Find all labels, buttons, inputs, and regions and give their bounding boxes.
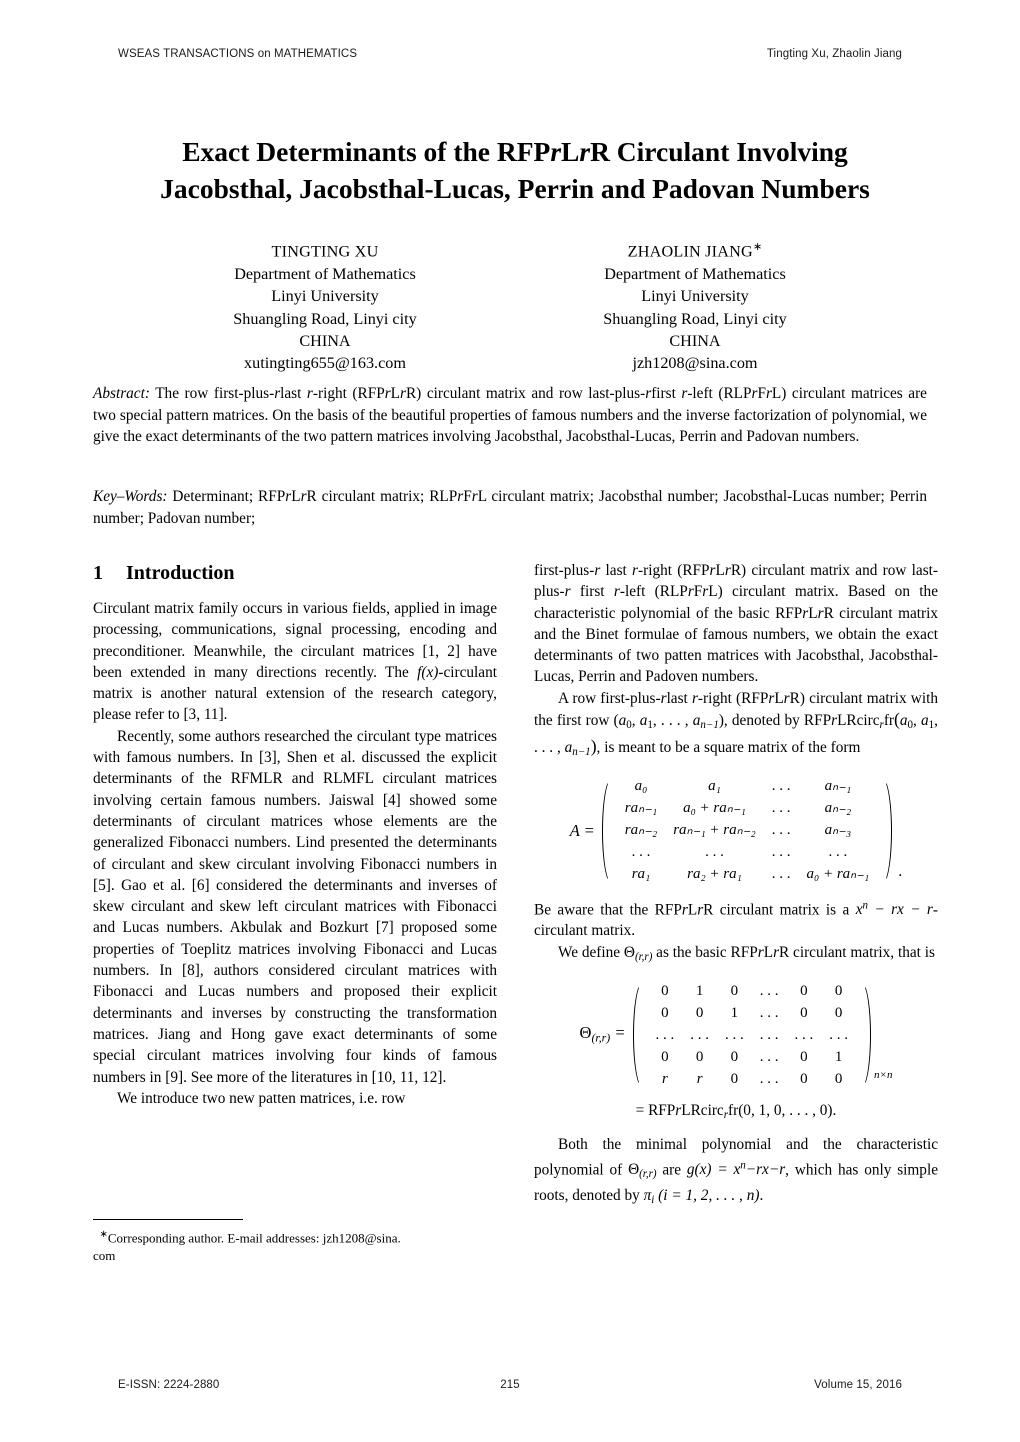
matrix-cell: 0 — [800, 1004, 808, 1021]
volume-label: Volume 15, 2016 — [814, 1379, 902, 1391]
matrix-row — [617, 842, 878, 864]
matrix-cell: . . . — [759, 982, 779, 999]
matrix-cell: 0 — [730, 1070, 739, 1087]
matrix-cell: ra₂ + ra₁ — [687, 866, 742, 883]
matrix-cell: . . . — [771, 778, 791, 795]
paragraph: We define $\Theta_{(r,r)}$ as the basic RFPrLrR circulant matrix, that is — [558, 943, 935, 963]
matrix-A-table — [617, 776, 878, 886]
footnote-rule — [93, 1219, 243, 1220]
matrix-cell: 0 — [730, 1048, 739, 1065]
matrix-row — [648, 1002, 857, 1024]
matrix-cell: 0 — [834, 1004, 843, 1021]
matrix-cell: . . . — [771, 866, 791, 883]
equation-matrix-A — [534, 776, 938, 886]
equation-trailing-period: . — [898, 862, 903, 880]
matrix-cell: . . . — [759, 1026, 779, 1043]
matrix-cell: raₙ₋₂ — [624, 822, 658, 839]
running-foot — [118, 1379, 902, 1391]
author-email: jzh1208@sina.com — [632, 354, 758, 373]
keywords: Key–Words: Determinant; RFPrLrR circulant matrix; RLPrFrL circulant matrix; Jacobsthal number; Jacobsthal-Lucas number; Perrin number; Padovan number; — [93, 488, 928, 527]
matrix-cell: r — [661, 1070, 668, 1087]
matrix-cell: 0 — [730, 982, 739, 999]
section-number: 1 — [93, 562, 103, 584]
section-heading-introduction — [93, 560, 497, 586]
matrix-cell: 0 — [661, 1004, 669, 1021]
matrix-cell: . . . — [771, 800, 791, 817]
matrix-cell: . . . — [655, 1026, 675, 1043]
matrix-cell: aₙ₋₁ — [824, 778, 852, 795]
paragraph: Be aware that the RFPrLrR circulant matrix is a $x^n$ − rx − r-circulant matrix. — [534, 899, 938, 940]
matrix-cell: . . . — [759, 1048, 779, 1065]
matrix-size-subscript: n×n — [874, 1068, 893, 1081]
page-number: 215 — [500, 1379, 520, 1391]
matrix-cell: . . . — [759, 1004, 779, 1021]
matrix-row — [617, 798, 878, 820]
matrix-row — [617, 820, 878, 842]
inline-math-rfp-notation: $RFPrLRcirc_rfr(a_0$, $a_1$, . . . , $a_{n-1}$), — [534, 709, 938, 759]
matrix-cell: . . . — [794, 1026, 814, 1043]
matrix-cell: 0 — [661, 1048, 669, 1065]
inline-math-theta: $\Theta_{(r,r)}$ — [628, 1161, 657, 1181]
author-address: Shuangling Road, Linyi city — [233, 309, 417, 328]
footnote-text: ∗Corresponding author. E-mail addresses: jzh1208@sina. com — [93, 1229, 401, 1264]
paragraph: Both the minimal polynomial and the characteristic polynomial of $\Theta_{(r,r)}$ are $g(x) = x^n-rx-r$, which has only simple roots, denoted by $\pi_i$ (i = 1, 2, . . . , n). — [534, 1136, 938, 1207]
title-italic-r-1: r — [550, 136, 562, 167]
running-head — [118, 48, 902, 60]
matrix-cell: 1 — [834, 1048, 843, 1065]
paragraph: first-plus-r last r-right (RFPrLrR) circulant matrix and row last-plus-r first r-left (RLPrFrL) circulant matrix. Based on the characteristic polynomial of the basic RFPrLrR circulant matrix and the Binet formulae of famous numbers, we obtain the exact determinants of two patten matrices with Jacobsthal, Jacobsthal-Lucas, Perrin and Padoven numbers. — [534, 562, 939, 686]
equation-lhs: A = — [569, 821, 595, 841]
matrix-cell: 1 — [730, 1004, 739, 1021]
title-line-1: Exact Determinants of the RFPrLrR Circulant Involving — [182, 136, 848, 167]
matrix-cell: . . . — [771, 822, 791, 839]
matrix-cell: 0 — [695, 1004, 704, 1021]
matrix-cell: ra₁ — [631, 866, 651, 883]
author-column-2 — [510, 236, 880, 375]
matrix-cell: aₙ₋₂ — [824, 800, 852, 817]
left-paren — [633, 980, 646, 1090]
matrix-row — [648, 980, 857, 1002]
section-title: Introduction — [126, 562, 235, 584]
inline-math-fx: f(x) — [417, 663, 439, 681]
page-title — [150, 133, 880, 207]
matrix-cell: . . . — [705, 844, 724, 861]
author-country: CHINA — [299, 332, 351, 351]
paragraph: We introduce two new patten matrices, i.e. row — [117, 1089, 406, 1107]
right-paren — [858, 980, 871, 1090]
matrix-row — [648, 1024, 857, 1046]
left-column — [93, 560, 497, 1109]
author-name: TINGTING XU — [271, 242, 379, 261]
running-head-left: WSEAS TRANSACTIONS on MATHEMATICS — [118, 48, 358, 60]
matrix-cell: . . . — [829, 1026, 849, 1043]
matrix-cell: 0 — [834, 982, 843, 999]
inline-math-first-row: ($a_0$, $a_1$, . . . , $a_{n-1}$), — [613, 712, 728, 732]
footnote — [93, 1219, 497, 1265]
author-email: xutingting655@163.com — [244, 354, 406, 373]
matrix-cell: . . . — [725, 1026, 744, 1043]
matrix-cell: 0 — [661, 982, 669, 999]
matrix-cell: r — [696, 1070, 703, 1087]
author-country: CHINA — [669, 332, 721, 351]
left-paren — [602, 776, 615, 886]
author-university: Linyi University — [641, 287, 749, 306]
author-footnote-marker: ∗ — [752, 241, 763, 253]
matrix-cell: 1 — [695, 982, 704, 999]
matrix-cell: a₀ + raₙ₋₁ — [806, 866, 870, 883]
author-department: Department of Mathematics — [604, 264, 786, 283]
inline-math-char-poly: $x^n$ − rx − r — [855, 899, 933, 919]
abstract-label: Abstract: — [93, 385, 150, 402]
equation-theta-continuation: = RFPrLRcirc$_r$fr(0, 1, 0, . . . , 0). — [635, 1102, 837, 1122]
abstract: Abstract: The row first-plus-rlast r-right (RFPrLrR) circulant matrix and row last-plus-rfirst r-left (RLPrFrL) circulant matrices are two special pattern matrices. On the basis of the beautiful properties of famous numbers and the inverse factorization of polynomial, we give the exact determinants of the two pattern matrices involving Jacobsthal, Jacobsthal-Lucas, Perrin and Padovan numbers. — [93, 385, 927, 445]
matrix-row — [617, 864, 878, 886]
matrix-row — [648, 1046, 857, 1068]
matrix-cell: raₙ₋₁ + raₙ₋₂ — [673, 822, 756, 839]
inline-math-g-poly: $g(x) = x^n-rx-r$ — [686, 1159, 786, 1179]
matrix-cell: 0 — [834, 1070, 843, 1087]
matrix-cell: 0 — [695, 1048, 704, 1065]
matrix-cell: . . . — [771, 844, 791, 861]
running-head-right: Tingting Xu, Zhaolin Jiang — [766, 48, 902, 60]
footnote-marker: ∗ — [99, 1229, 108, 1240]
paragraph: Recently, some authors researched the circulant type matrices with famous numbers. In [3], Shen et al. discussed the explicit determinants of the RFMLR and RLMFL circulant matrices involving certain famous numbers. Jaiswal [4] showed some determinants of circulant matrices whose elements are the generalized Fibonacci numbers. Lind presented the determinants of circulant and skew circulant involving Fibonacci numbers in [5]. Gao et al. [6] considered the determinants and inverses of skew circulant and skew left circulant matrices with Fibonacci and Lucas numbers. Akbulak and Bozkurt [7] proposed some properties of Toeplitz matrices involving Fibonacci and Lucas numbers. In [8], authors considered circulant matrices with Fibonacci and Lucas numbers and proposed their explicit determinants and inverses by constructing the transformation matrices. Jiang and Hong gave exact determinants of some special circulant matrices involving four kinds of famous numbers in [9]. See more of the literatures in [10, 11, 12]. — [93, 727, 497, 1086]
inline-math-theta: $\Theta_{(r,r)}$ — [623, 943, 653, 963]
matrix-theta-table — [648, 980, 857, 1090]
matrix-cell: a₀ + raₙ₋₁ — [683, 800, 746, 817]
paragraph: Circulant matrix family occurs in various fields, applied in image processing, communications, signal processing, encoding and preconditioner. Meanwhile, the circulant matrices [1, 2] have been extended in many directions recently. The f(x)-circulant matrix is another natural extension of the research category, please refer to [3, 11]. — [93, 600, 497, 724]
matrix-cell: . . . — [828, 844, 848, 861]
keywords-label: Key–Words: — [93, 488, 168, 505]
inline-math-pi-roots: $\pi_i$ (i = 1, 2, . . . , n) — [643, 1187, 760, 1207]
matrix-cell: . . . — [631, 844, 651, 861]
title-italic-r-2: r — [579, 136, 591, 167]
equation-matrix-theta — [534, 980, 938, 1090]
matrix-cell: . . . — [690, 1026, 710, 1043]
matrix-cell: raₙ₋₁ — [624, 800, 658, 817]
equation-lhs: $\Theta_{(r,r)}$ = — [579, 1022, 626, 1045]
matrix-row — [648, 1068, 857, 1090]
author-block — [140, 236, 880, 375]
paragraph: A row first-plus-rlast r-right (RFPrLrR) circulant matrix with the first row ($a_0$, $a_1$, . . . , $a_{n-1}$), denoted by $RFPrLRcirc_rfr(a_0$, $a_1$, . . . , $a_{n-1}$), is meant to be a square matrix of the form — [534, 689, 938, 759]
author-name: ZHAOLIN JIANG∗ — [627, 241, 763, 261]
matrix-cell: aₙ₋₃ — [824, 822, 852, 839]
author-university: Linyi University — [271, 287, 379, 306]
matrix-cell: 0 — [800, 982, 808, 999]
author-department: Department of Mathematics — [234, 264, 416, 283]
matrix-cell: . . . — [759, 1070, 779, 1087]
author-address: Shuangling Road, Linyi city — [603, 309, 787, 328]
issn-label: E-ISSN: 2224-2880 — [118, 1379, 220, 1391]
matrix-row — [617, 776, 878, 798]
matrix-cell: 0 — [800, 1070, 808, 1087]
right-column — [534, 560, 938, 1212]
matrix-cell: a₁ — [708, 778, 721, 795]
matrix-cell: 0 — [800, 1048, 808, 1065]
author-column-1 — [140, 236, 510, 375]
title-line-2: Jacobsthal, Jacobsthal-Lucas, Perrin and Padovan Numbers — [160, 173, 870, 204]
right-paren — [879, 776, 892, 886]
matrix-cell: a₀ — [634, 778, 648, 795]
